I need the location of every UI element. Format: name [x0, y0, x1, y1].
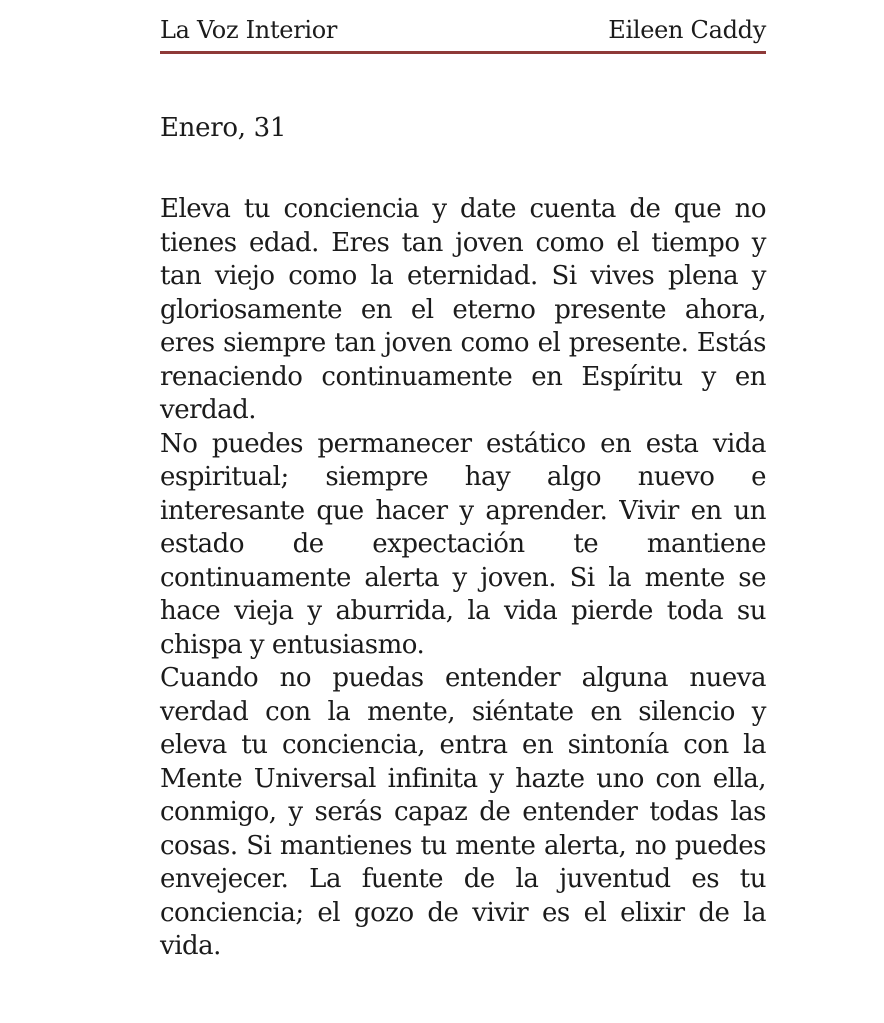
- body-paragraph: Cuando no puedas entender alguna nueva verdad con la mente, siéntate en silencio y eleva tu conciencia, entra en sintonía con la Mente Universal infinita y hazte uno con ella, conmigo, y serás capaz de entender todas las cosas. Si mantienes tu mente alerta, no puedes envejecer. La fuente de la juventud es tu conciencia; el gozo de vivir es el elixir de la vida.: [160, 663, 766, 961]
- body-text: [160, 193, 766, 964]
- page-header: [160, 16, 766, 54]
- author-name: Eileen Caddy: [608, 16, 766, 44]
- body-paragraph: Eleva tu conciencia y date cuenta de que no tienes edad. Eres tan joven como el tiempo y tan viejo como la eternidad. Si vives plena y gloriosamente en el eterno presente ahora, eres siempre tan joven como el presente. Estás renaciendo continuamente en Espíritu y en verdad.: [160, 194, 766, 425]
- date-heading: Enero, 31: [160, 113, 287, 143]
- body-paragraph: No puedes permanecer estático en esta vida espiritual; siempre hay algo nuevo e interesante que hacer y aprender. Vivir en un estado de expectación te mantiene continuamente alerta y joven. Si la mente se hace vieja y aburrida, la vida pierde toda su chispa y entusiasmo.: [160, 428, 766, 660]
- book-title: La Voz Interior: [160, 16, 338, 44]
- page-content: [160, 111, 766, 964]
